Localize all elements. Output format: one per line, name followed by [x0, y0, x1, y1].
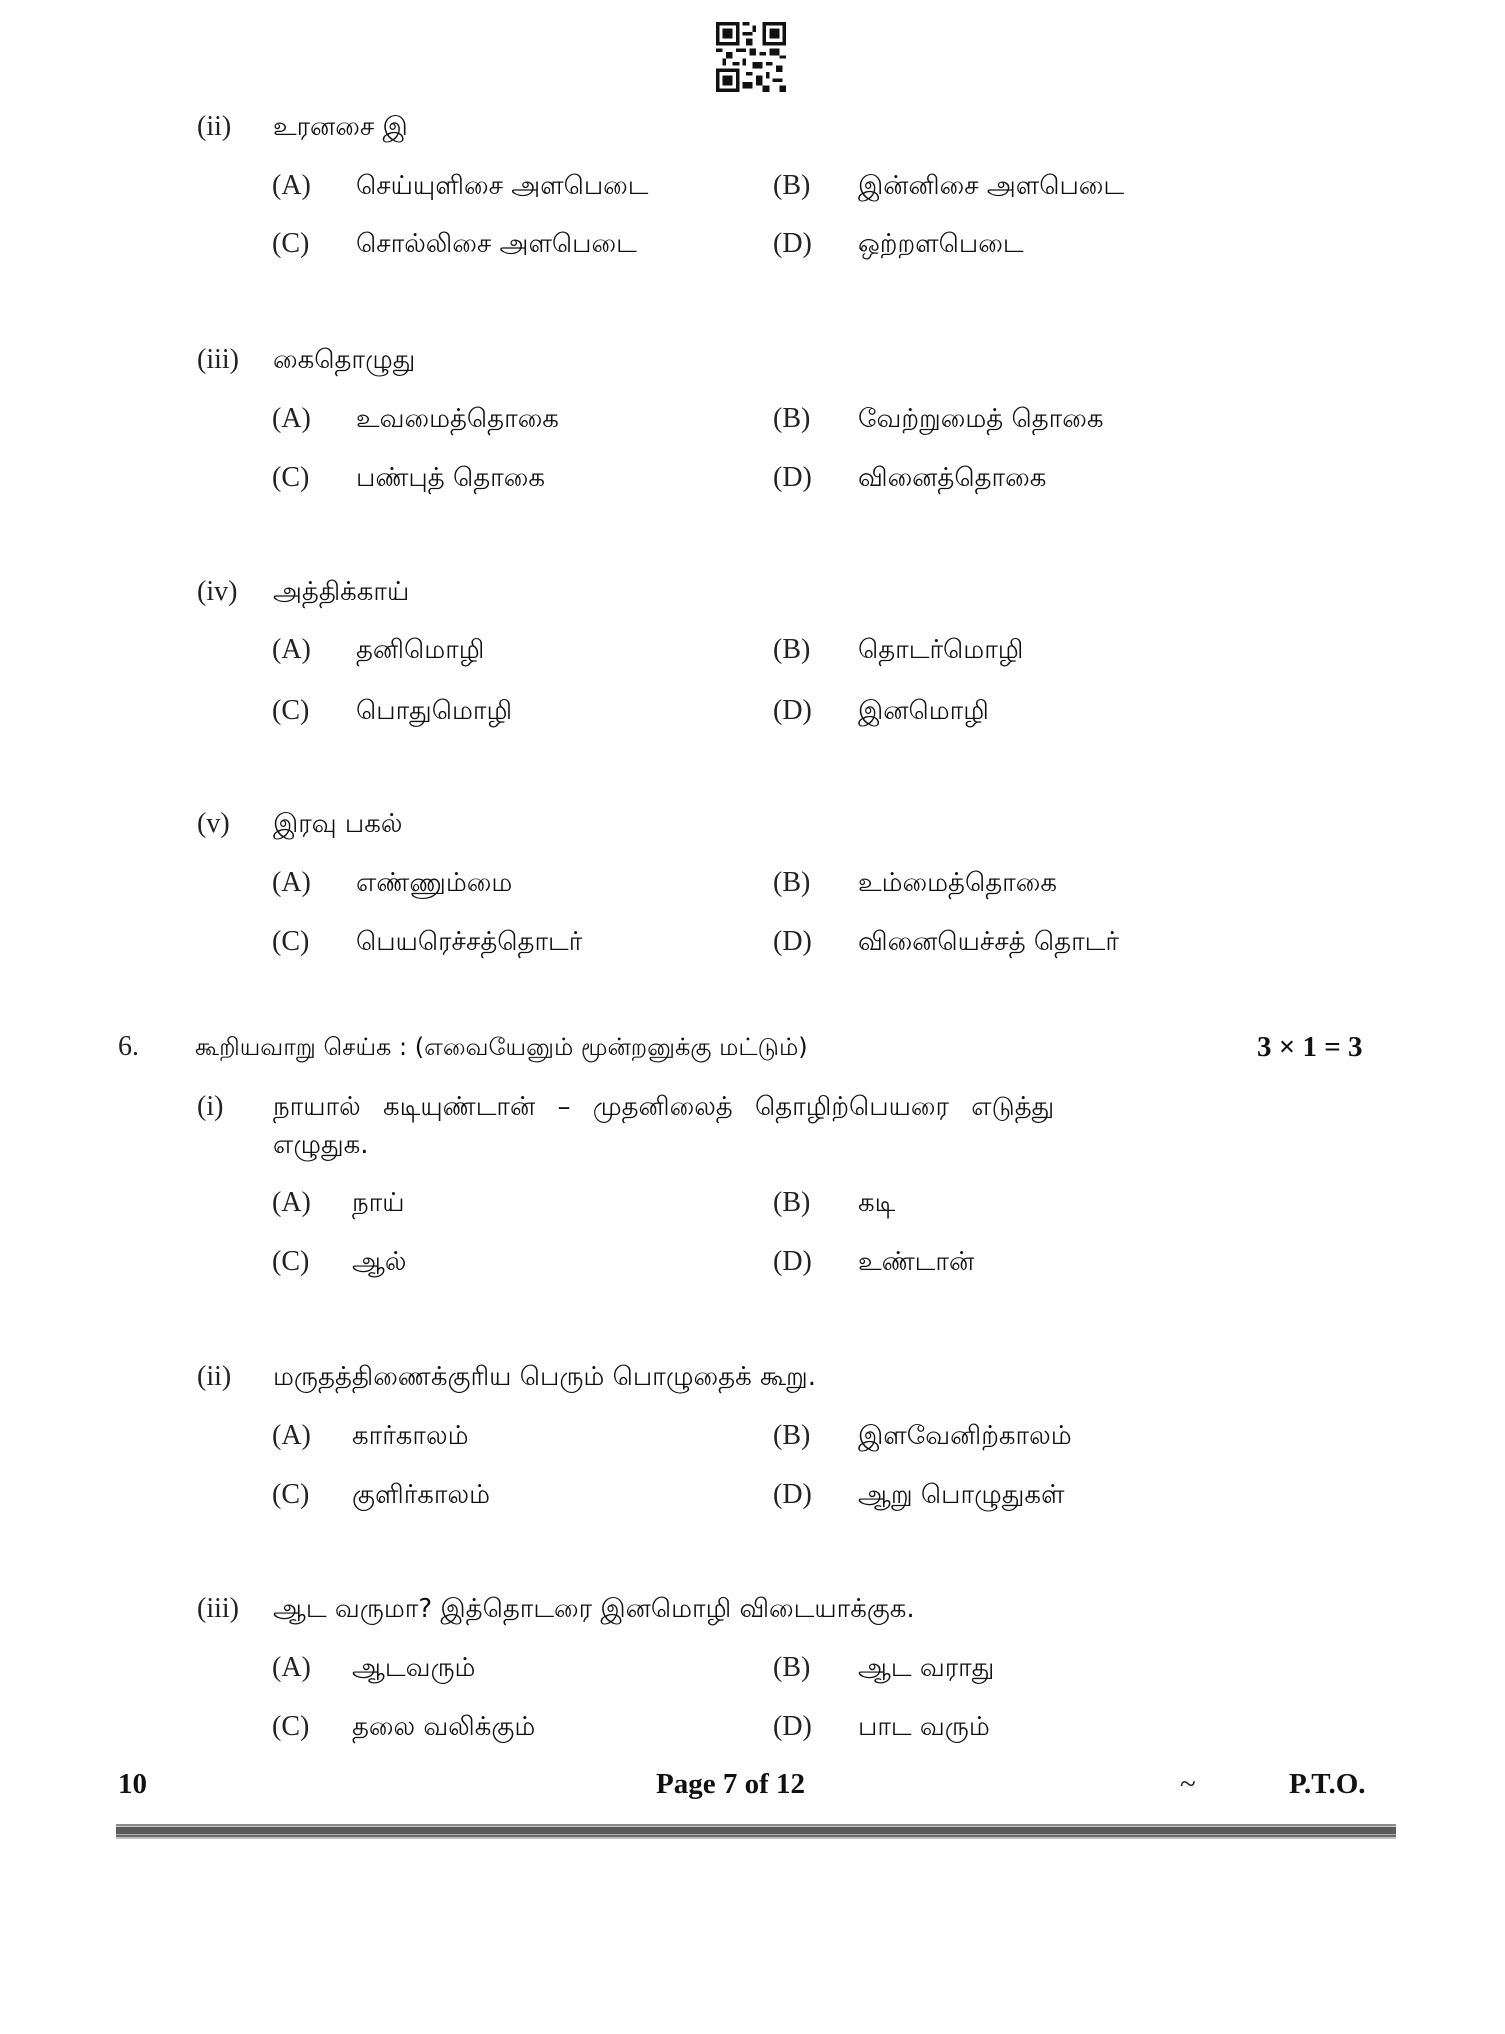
- tilde-mark: ~: [1180, 1768, 1196, 1800]
- option-label-d: (D): [773, 462, 812, 493]
- option-label-a: (A): [272, 1420, 311, 1451]
- option-label-d: (D): [773, 695, 812, 726]
- option-label-c: (C): [272, 462, 310, 493]
- item-number: (ii): [197, 111, 232, 142]
- option-text-b: கடி: [858, 1188, 896, 1218]
- option-text-b: தொடர்மொழி: [858, 635, 1024, 665]
- question-instruction: கூறியவாறு செய்க : (எவையேனும் மூன்றனுக்கு மட்டும்): [195, 1033, 808, 1061]
- option-text-d: ஆறு பொழுதுகள்: [858, 1480, 1065, 1510]
- option-label-b: (B): [773, 867, 811, 898]
- item-text: ஆட வருமா? இத்தொடரை இனமொழி விடையாக்குக.: [273, 1594, 915, 1624]
- option-text-c: தலை வலிக்கும்: [352, 1712, 536, 1742]
- option-label-a: (A): [272, 867, 311, 898]
- item-number: (ii): [197, 1361, 232, 1392]
- option-label-d: (D): [773, 1246, 812, 1277]
- option-text-a: ஆடவரும்: [352, 1653, 476, 1683]
- item-text-line2: எழுதுக.: [273, 1130, 369, 1160]
- item-text: மருதத்திணைக்குரிய பெரும் பொழுதைக் கூறு.: [273, 1362, 817, 1392]
- option-text-a: உவமைத்தொகை: [356, 404, 559, 434]
- option-label-a: (A): [272, 634, 311, 665]
- option-label-c: (C): [272, 1246, 310, 1277]
- item-number: (v): [197, 808, 230, 839]
- option-text-d: வினையெச்சத் தொடர்: [858, 927, 1119, 957]
- option-text-a: செய்யுளிசை அளபெடை: [356, 171, 649, 201]
- option-text-c: பொதுமொழி: [356, 696, 513, 726]
- option-text-b: ஆட வராது: [858, 1653, 995, 1683]
- option-label-c: (C): [272, 695, 310, 726]
- option-text-c: குளிர்காலம்: [352, 1480, 490, 1510]
- option-label-a: (A): [272, 1652, 311, 1683]
- option-text-a: கார்காலம்: [352, 1421, 469, 1451]
- option-label-c: (C): [272, 228, 310, 259]
- option-label-a: (A): [272, 403, 311, 434]
- question-number: 6.: [118, 1031, 139, 1062]
- page-number: Page 7 of 12: [656, 1768, 805, 1800]
- qr-code-icon: [716, 22, 786, 92]
- option-text-a: தனிமொழி: [356, 635, 485, 665]
- item-number: (iii): [197, 1593, 239, 1624]
- option-label-c: (C): [272, 1711, 310, 1742]
- option-text-c: சொல்லிசை அளபெடை: [356, 229, 637, 259]
- option-text-a: நாய்: [352, 1188, 405, 1218]
- option-label-b: (B): [773, 1187, 811, 1218]
- option-text-b: வேற்றுமைத் தொகை: [858, 404, 1104, 434]
- option-label-d: (D): [773, 1711, 812, 1742]
- option-label-d: (D): [773, 926, 812, 957]
- option-text-b: இன்னிசை அளபெடை: [858, 171, 1125, 201]
- option-label-a: (A): [272, 1187, 311, 1218]
- option-text-c: பண்புத் தொகை: [356, 463, 545, 493]
- option-label-d: (D): [773, 1479, 812, 1510]
- option-label-b: (B): [773, 1420, 811, 1451]
- option-label-b: (B): [773, 634, 811, 665]
- option-label-a: (A): [272, 170, 311, 201]
- option-label-b: (B): [773, 1652, 811, 1683]
- item-number: (i): [197, 1091, 224, 1122]
- option-label-b: (B): [773, 403, 811, 434]
- option-text-c: ஆல்: [352, 1247, 407, 1277]
- option-text-c: பெயரெச்சத்தொடர்: [356, 927, 583, 957]
- option-label-c: (C): [272, 1479, 310, 1510]
- option-text-d: வினைத்தொகை: [858, 463, 1047, 493]
- footer-code: 10: [118, 1768, 147, 1800]
- pto-label: P.T.O.: [1289, 1768, 1366, 1800]
- option-label-c: (C): [272, 926, 310, 957]
- option-label-d: (D): [773, 228, 812, 259]
- item-text: நாயால் கடியுண்டான் – முதனிலைத் தொழிற்பெயரை எடுத்து: [273, 1092, 1055, 1122]
- item-text: அத்திக்காய்: [273, 577, 410, 607]
- option-label-b: (B): [773, 170, 811, 201]
- item-number: (iii): [197, 344, 239, 375]
- marks: 3 × 1 = 3: [1257, 1031, 1363, 1063]
- option-text-a: எண்ணும்மை: [356, 868, 513, 898]
- option-text-b: இளவேனிற்காலம்: [858, 1421, 1072, 1451]
- item-text: இரவு பகல்: [273, 809, 403, 839]
- item-text: உரனசை இ: [273, 112, 408, 142]
- item-text: கைதொழுது: [273, 345, 416, 375]
- option-text-d: பாட வரும்: [858, 1712, 990, 1742]
- option-text-d: உண்டான்: [858, 1247, 975, 1277]
- option-text-b: உம்மைத்தொகை: [858, 868, 1057, 898]
- option-text-d: இனமொழி: [858, 696, 989, 726]
- option-text-d: ஒற்றளபெடை: [858, 229, 1024, 259]
- item-number: (iv): [197, 576, 238, 607]
- footer-divider: [116, 1824, 1396, 1839]
